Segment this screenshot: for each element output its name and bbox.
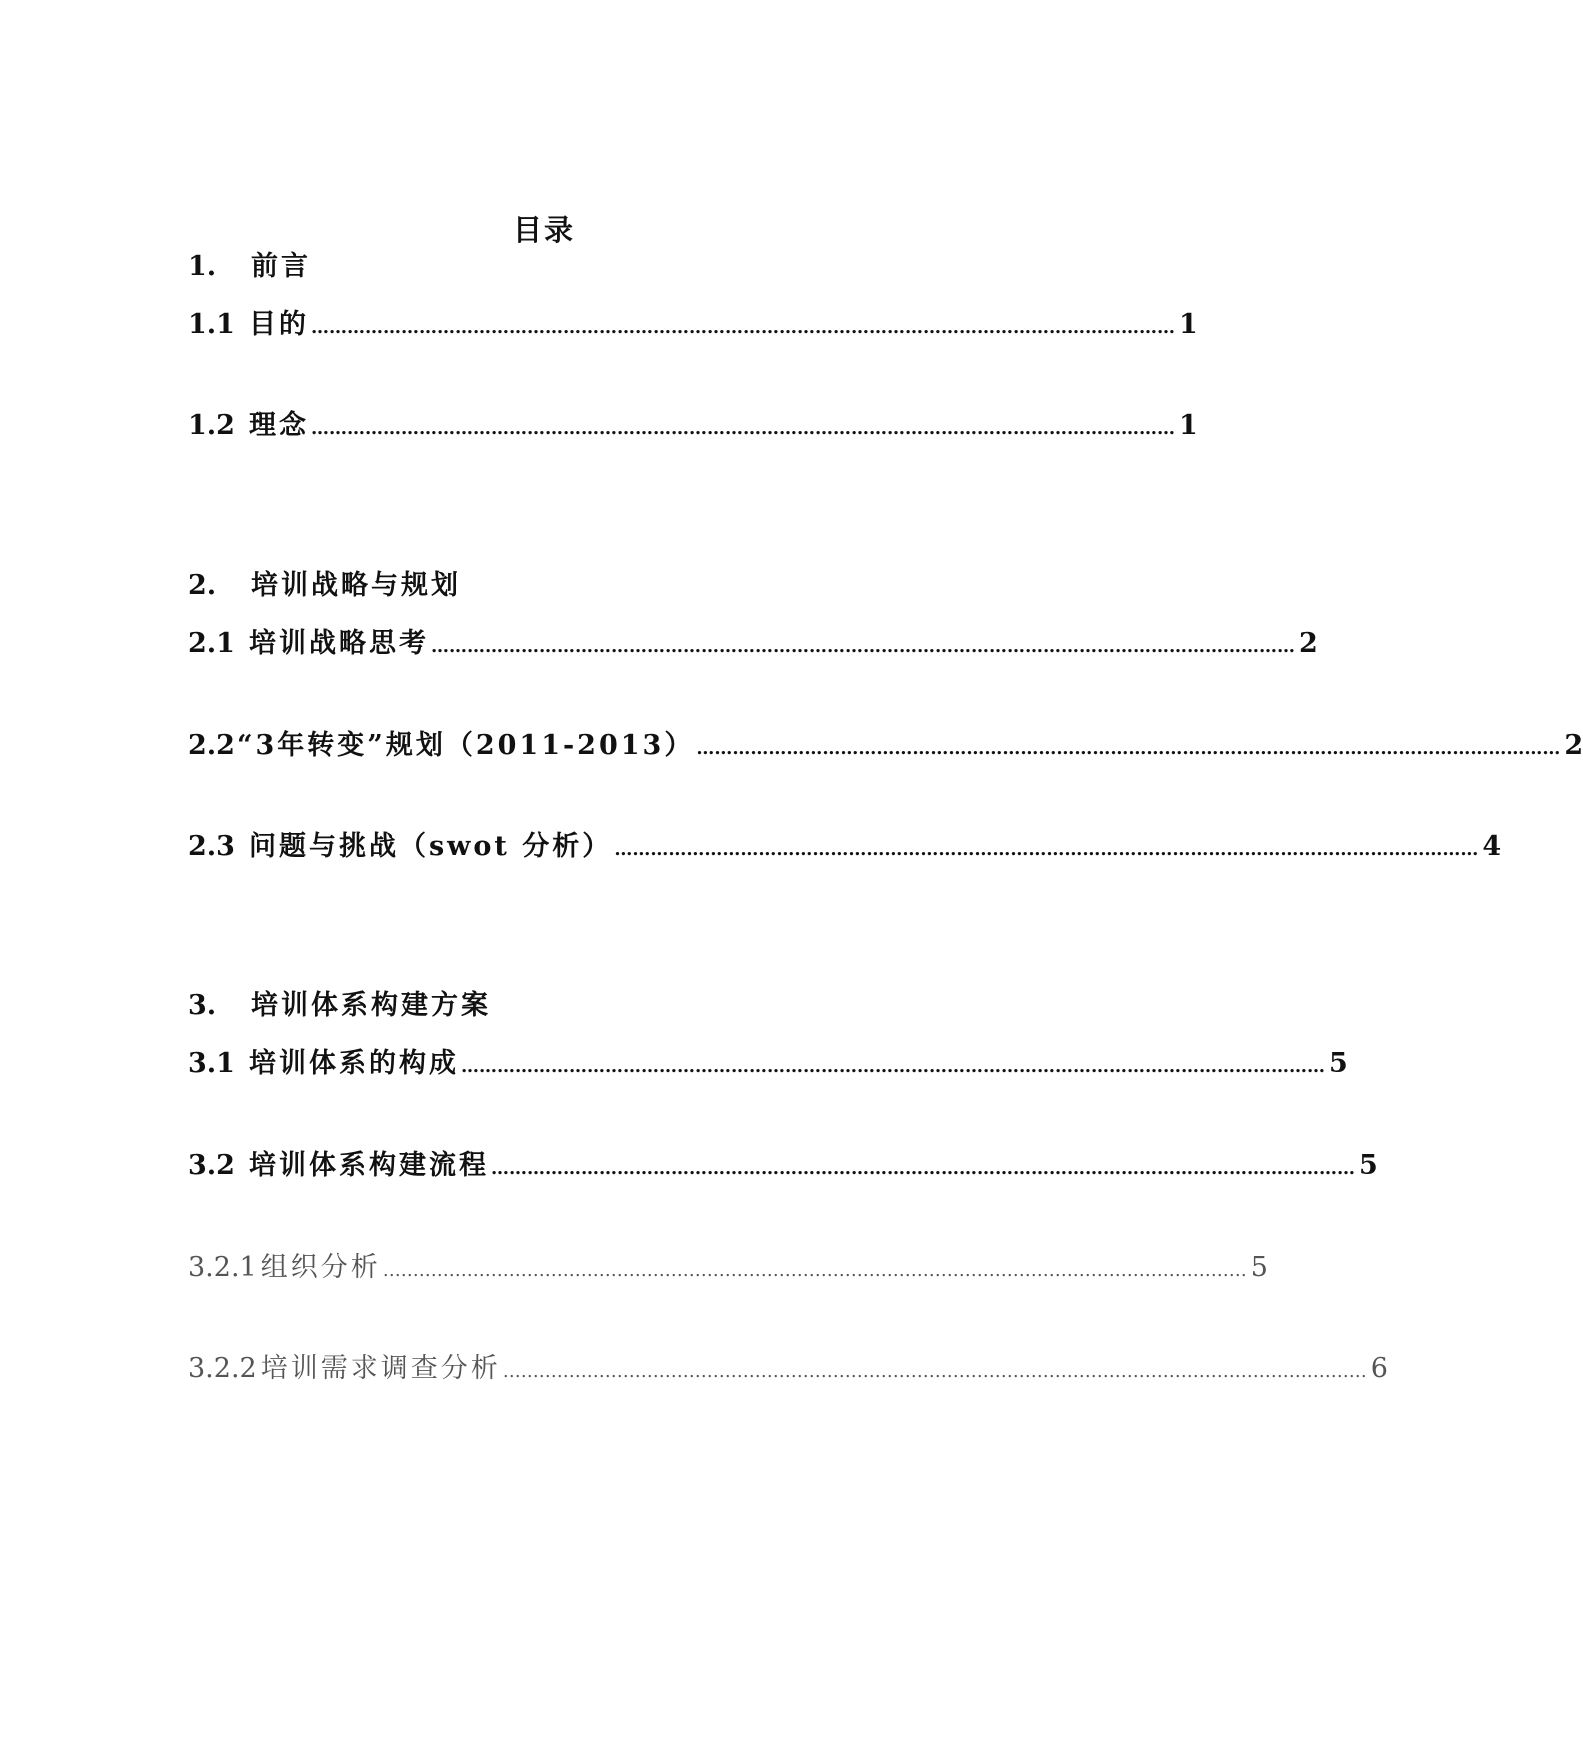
toc-entry-2-2[interactable] bbox=[188, 729, 1583, 766]
toc-leader-dots: ……………………………………………………………………………………………………………………………… bbox=[310, 317, 1175, 338]
toc-entry-number: 3.1 bbox=[188, 1048, 235, 1079]
toc-entry-number: 1.2 bbox=[188, 410, 235, 441]
toc-leader-dots: ……………………………………………………………………………………………………………………………… bbox=[460, 1056, 1325, 1077]
toc-entry-1-1[interactable] bbox=[188, 308, 1198, 345]
toc-entry-1-2[interactable] bbox=[188, 409, 1198, 446]
toc-entry-page: 1 bbox=[1178, 410, 1198, 441]
toc-entry-3-2[interactable] bbox=[188, 1149, 1378, 1186]
toc-entry-number: 3.2.2 bbox=[188, 1353, 257, 1384]
toc-entry-page: 5 bbox=[1250, 1252, 1268, 1283]
toc-leader-dots: ……………………………………………………………………………………………………………………………… bbox=[696, 738, 1561, 759]
toc-entry-number: 3.2 bbox=[188, 1150, 235, 1181]
toc-entry-label: 目的 bbox=[248, 309, 309, 340]
toc-entry-2-3[interactable] bbox=[188, 830, 1502, 867]
toc-entry-page: 5 bbox=[1328, 1048, 1348, 1079]
toc-section-2[interactable] bbox=[188, 569, 461, 603]
toc-entry-3-1[interactable] bbox=[188, 1047, 1348, 1084]
toc-section-1[interactable] bbox=[188, 250, 311, 284]
toc-entry-label: 培训体系的构成 bbox=[248, 1048, 459, 1079]
toc-leader-dots: ……………………………………………………………………………………………………………………………… bbox=[502, 1361, 1367, 1382]
toc-entry-number: 3.2.1 bbox=[188, 1252, 257, 1283]
toc-entry-number: 2.1 bbox=[188, 628, 235, 659]
toc-entry-label: 培训战略与规划 bbox=[251, 570, 461, 601]
toc-title: 目录 bbox=[512, 213, 575, 247]
toc-leader-dots: ……………………………………………………………………………………………………………………………… bbox=[382, 1260, 1247, 1281]
toc-entry-label: 理念 bbox=[248, 410, 309, 441]
toc-entry-label: 培训体系构建方案 bbox=[251, 990, 491, 1021]
toc-entry-2-1[interactable] bbox=[188, 627, 1318, 664]
toc-entry-page: 6 bbox=[1370, 1353, 1388, 1384]
toc-entry-label: 培训体系构建流程 bbox=[248, 1150, 489, 1181]
toc-entry-number: 1. bbox=[188, 251, 217, 282]
toc-entry-label: 组织分析 bbox=[260, 1252, 381, 1283]
toc-entry-number: 2.3 bbox=[188, 831, 235, 862]
toc-entry-number: 2. bbox=[188, 570, 217, 601]
toc-entry-page: 5 bbox=[1358, 1150, 1378, 1181]
toc-entry-label: 培训需求调查分析 bbox=[260, 1353, 501, 1384]
toc-entry-page: 4 bbox=[1482, 831, 1502, 862]
toc-leader-dots: ……………………………………………………………………………………………………………………………… bbox=[490, 1158, 1355, 1179]
toc-leader-dots: ……………………………………………………………………………………………………………………………… bbox=[310, 418, 1175, 439]
toc-section-3[interactable] bbox=[188, 989, 491, 1023]
toc-entry-label: 前言 bbox=[251, 251, 311, 282]
toc-entry-page: 2 bbox=[1564, 730, 1583, 761]
toc-entry-page: 1 bbox=[1178, 309, 1198, 340]
toc-entry-label: “3年转变”规划（2011-2013） bbox=[236, 730, 695, 761]
toc-entry-page: 2 bbox=[1298, 628, 1318, 659]
toc-entry-number: 1.1 bbox=[188, 309, 235, 340]
toc-leader-dots: ……………………………………………………………………………………………………………………………… bbox=[614, 839, 1479, 860]
toc-entry-3-2-1[interactable] bbox=[188, 1251, 1268, 1288]
toc-leader-dots: ……………………………………………………………………………………………………………………………… bbox=[430, 636, 1295, 657]
toc-entry-label: 问题与挑战（swot 分析） bbox=[248, 831, 613, 862]
toc-entry-label: 培训战略思考 bbox=[248, 628, 429, 659]
toc-entry-3-2-2[interactable] bbox=[188, 1352, 1388, 1389]
toc-entry-number: 3. bbox=[188, 990, 217, 1021]
toc-entry-number: 2.2 bbox=[188, 730, 235, 761]
